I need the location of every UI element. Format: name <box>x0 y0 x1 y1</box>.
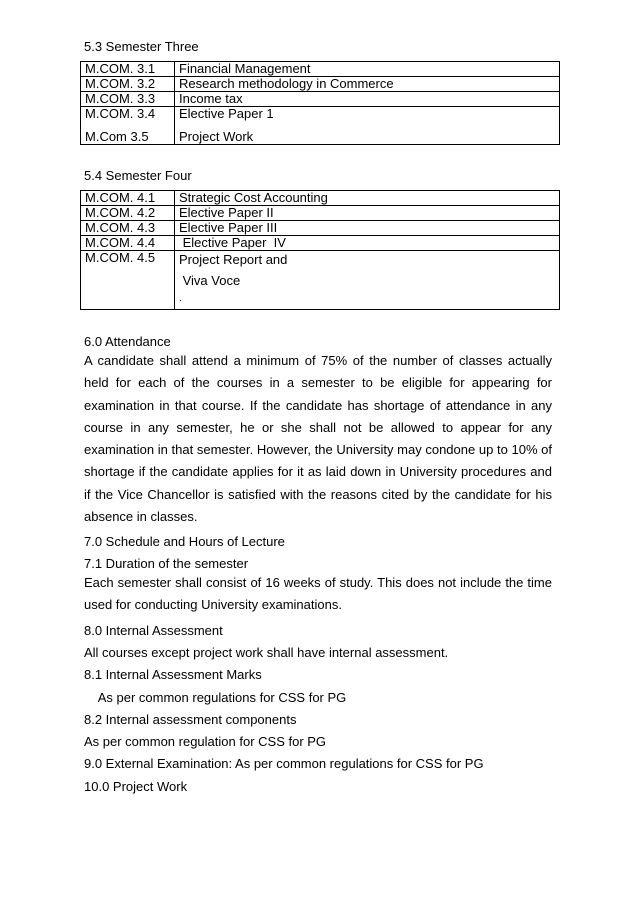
course-title: Income tax <box>175 92 560 107</box>
project-heading: 10.0 Project Work <box>84 779 188 794</box>
marks-subheading: 8.1 Internal Assessment Marks <box>84 667 262 682</box>
course-title: Elective Paper 1 <box>179 106 274 121</box>
duration-subheading: 7.1 Duration of the semester <box>84 556 249 571</box>
sem3-table <box>80 61 560 145</box>
course-title-group <box>175 107 560 145</box>
schedule-heading: 7.0 Schedule and Hours of Lecture <box>84 534 285 549</box>
table-row <box>81 62 560 77</box>
marks-body: As per common regulations for CSS for PG <box>84 690 347 705</box>
course-title: Project Work <box>179 129 254 144</box>
table-row <box>81 77 560 92</box>
course-title-dot: . <box>179 293 182 304</box>
components-body: As per common regulation for CSS for PG <box>84 734 327 749</box>
table-row <box>81 236 560 251</box>
course-title: Strategic Cost Accounting <box>175 191 560 206</box>
course-code: M.COM. 3.3 <box>81 92 175 107</box>
course-title: Project Report and <box>179 252 288 267</box>
course-code: M.COM. 4.5 <box>81 251 175 310</box>
course-code: M.COM. 3.1 <box>81 62 175 77</box>
table-row <box>81 107 560 145</box>
table-row <box>81 251 560 310</box>
course-code: M.COM. 3.4 <box>85 106 156 121</box>
course-title-group <box>175 251 560 310</box>
table-row <box>81 221 560 236</box>
components-subheading: 8.2 Internal assessment components <box>84 712 297 727</box>
course-title: Elective Paper II <box>175 206 560 221</box>
course-code-group <box>81 107 175 145</box>
duration-paragraph: Each semester shall consist of 16 weeks of study. This does not include the time used for conducting University examinations. <box>84 575 552 613</box>
internal-heading: 8.0 Internal Assessment <box>84 623 223 638</box>
table-row <box>81 206 560 221</box>
course-code: M.COM. 4.1 <box>81 191 175 206</box>
course-title: Elective Paper III <box>175 221 560 236</box>
course-code: M.COM. 4.4 <box>81 236 175 251</box>
course-title: Elective Paper IV <box>175 236 560 251</box>
course-title: Research methodology in Commerce <box>175 77 560 92</box>
table-row <box>81 92 560 107</box>
course-code: M.COM. 4.2 <box>81 206 175 221</box>
sem4-table <box>80 190 560 310</box>
internal-body: All courses except project work shall have internal assessment. <box>84 645 449 660</box>
course-title-continued: Viva Voce <box>179 273 241 288</box>
attendance-paragraph: A candidate shall attend a minimum of 75% of the number of classes actually held for each of the courses in a semester to be eligible for appearing for examination in that course. If the candidate has shortage of attendance in any course in any semester, he or she shall not be allowed to appear for any examination in that semester. However, the University may condone up to 10% of shortage if the candidate applies for it as laid down in University procedures and if the Vice Chancellor is satisfied with the reasons cited by the candidate for his absence in classes. <box>84 353 552 525</box>
attendance-heading: 6.0 Attendance <box>84 334 171 349</box>
table-row <box>81 191 560 206</box>
course-code: M.Com 3.5 <box>85 129 149 144</box>
course-code: M.COM. 3.2 <box>81 77 175 92</box>
external-exam-line: 9.0 External Examination: As per common regulations for CSS for PG <box>84 756 484 771</box>
sem3-heading: 5.3 Semester Three <box>84 39 199 54</box>
course-title: Financial Management <box>175 62 560 77</box>
sem4-heading: 5.4 Semester Four <box>84 168 192 183</box>
course-code: M.COM. 4.3 <box>81 221 175 236</box>
